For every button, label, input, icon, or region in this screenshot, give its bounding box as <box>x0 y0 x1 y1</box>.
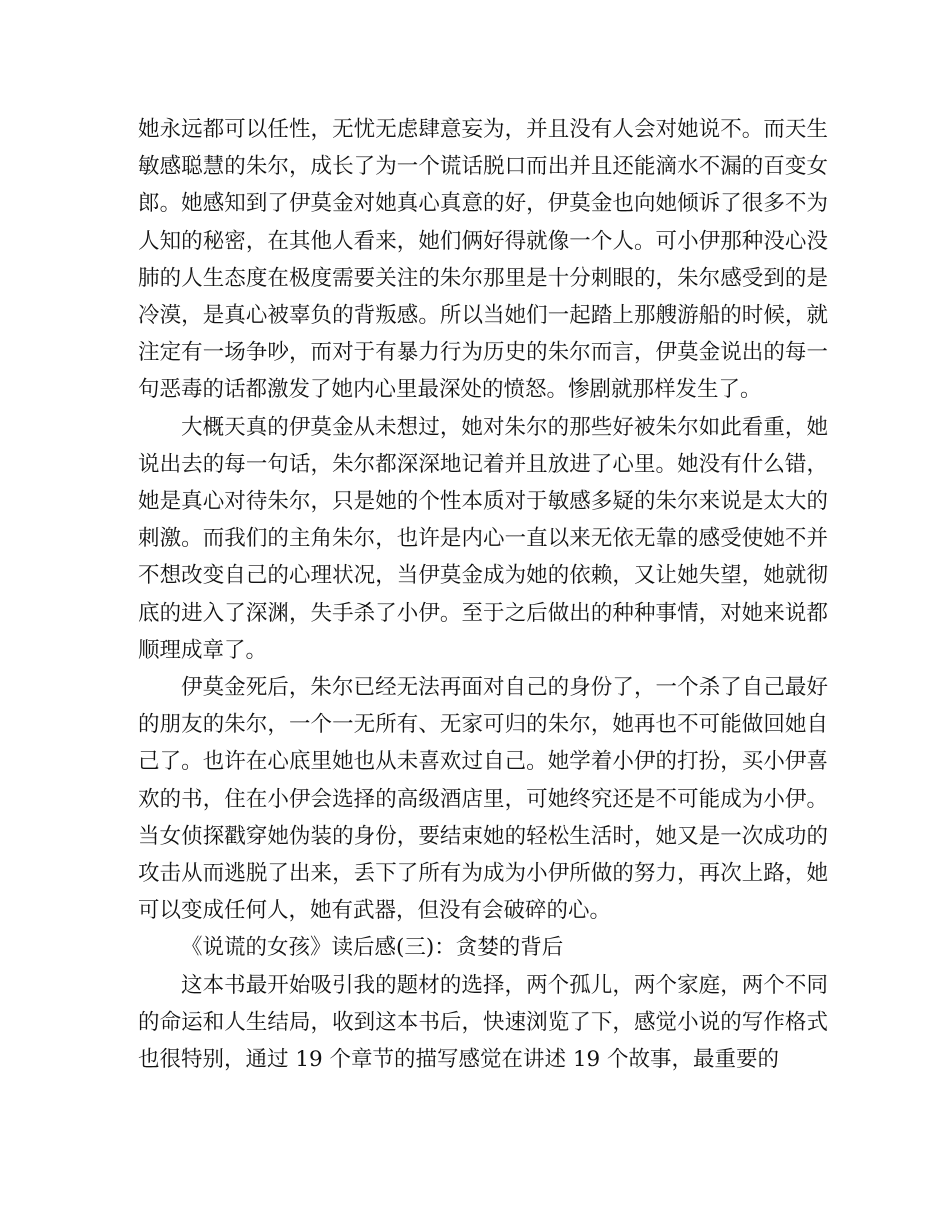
section-heading: 《说谎的女孩》读后感(三)：贪婪的背后 <box>181 935 564 961</box>
paragraph: 伊莫金死后，朱尔已经无法再面对自己的身份了，一个杀了自己最好的朋友的朱尔，一个一无所有、无家可归的朱尔，她再也不可能做回她自己了。也许在心底里她也从未喜欢过自己。她学着小伊的打扮，买小伊喜欢的书，住在小伊会选择的高级酒店里，可她终究还是不可能成为小伊。当女侦探戳穿她伪装的身份，要结束她的轻松生活时，她又是一次成功的攻击从而逃脱了出来，丢下了所有为成为小伊所做的努力，再次上路，她可以变成任何人，她有武器，但没有会破碎的心。 <box>138 675 828 924</box>
document-body <box>138 111 828 1078</box>
paragraph-continuation: 她永远都可以任性，无忧无虑肆意妄为，并且没有人会对她说不。而天生敏感聪慧的朱尔，成长了为一个谎话脱口而出并且还能滴水不漏的百变女郎。她感知到了伊莫金对她真心真意的好，伊莫金也向她倾诉了很多不为人知的秘密，在其他人看来，她们俩好得就像一个人。可小伊那种没心没肺的人生态度在极度需要关注的朱尔那里是十分刺眼的，朱尔感受到的是冷漠，是真心被辜负的背叛感。所以当她们一起踏上那艘游船的时候，就注定有一场争吵，而对于有暴力行为历史的朱尔而言，伊莫金说出的每一句恶毒的话都激发了她内心里最深处的愤怒。惨剧就那样发生了。 <box>138 117 828 403</box>
paragraph: 这本书最开始吸引我的题材的选择，两个孤儿，两个家庭，两个不同的命运和人生结局，收到这本书后，快速浏览了下，感觉小说的写作格式也很特别，通过 19 个章节的描写感觉在讲述 19 个故事，最重要的 <box>138 972 828 1073</box>
paragraph: 大概天真的伊莫金从未想过，她对朱尔的那些好被朱尔如此看重，她说出去的每一句话，朱尔都深深地记着并且放进了心里。她没有什么错，她是真心对待朱尔，只是她的个性本质对于敏感多疑的朱尔来说是太大的刺激。而我们的主角朱尔，也许是内心一直以来无依无靠的感受使她不并不想改变自己的心理状况，当伊莫金成为她的依赖，又让她失望，她就彻底的进入了深渊，失手杀了小伊。至于之后做出的种种事情，对她来说都顺理成章了。 <box>138 414 828 663</box>
